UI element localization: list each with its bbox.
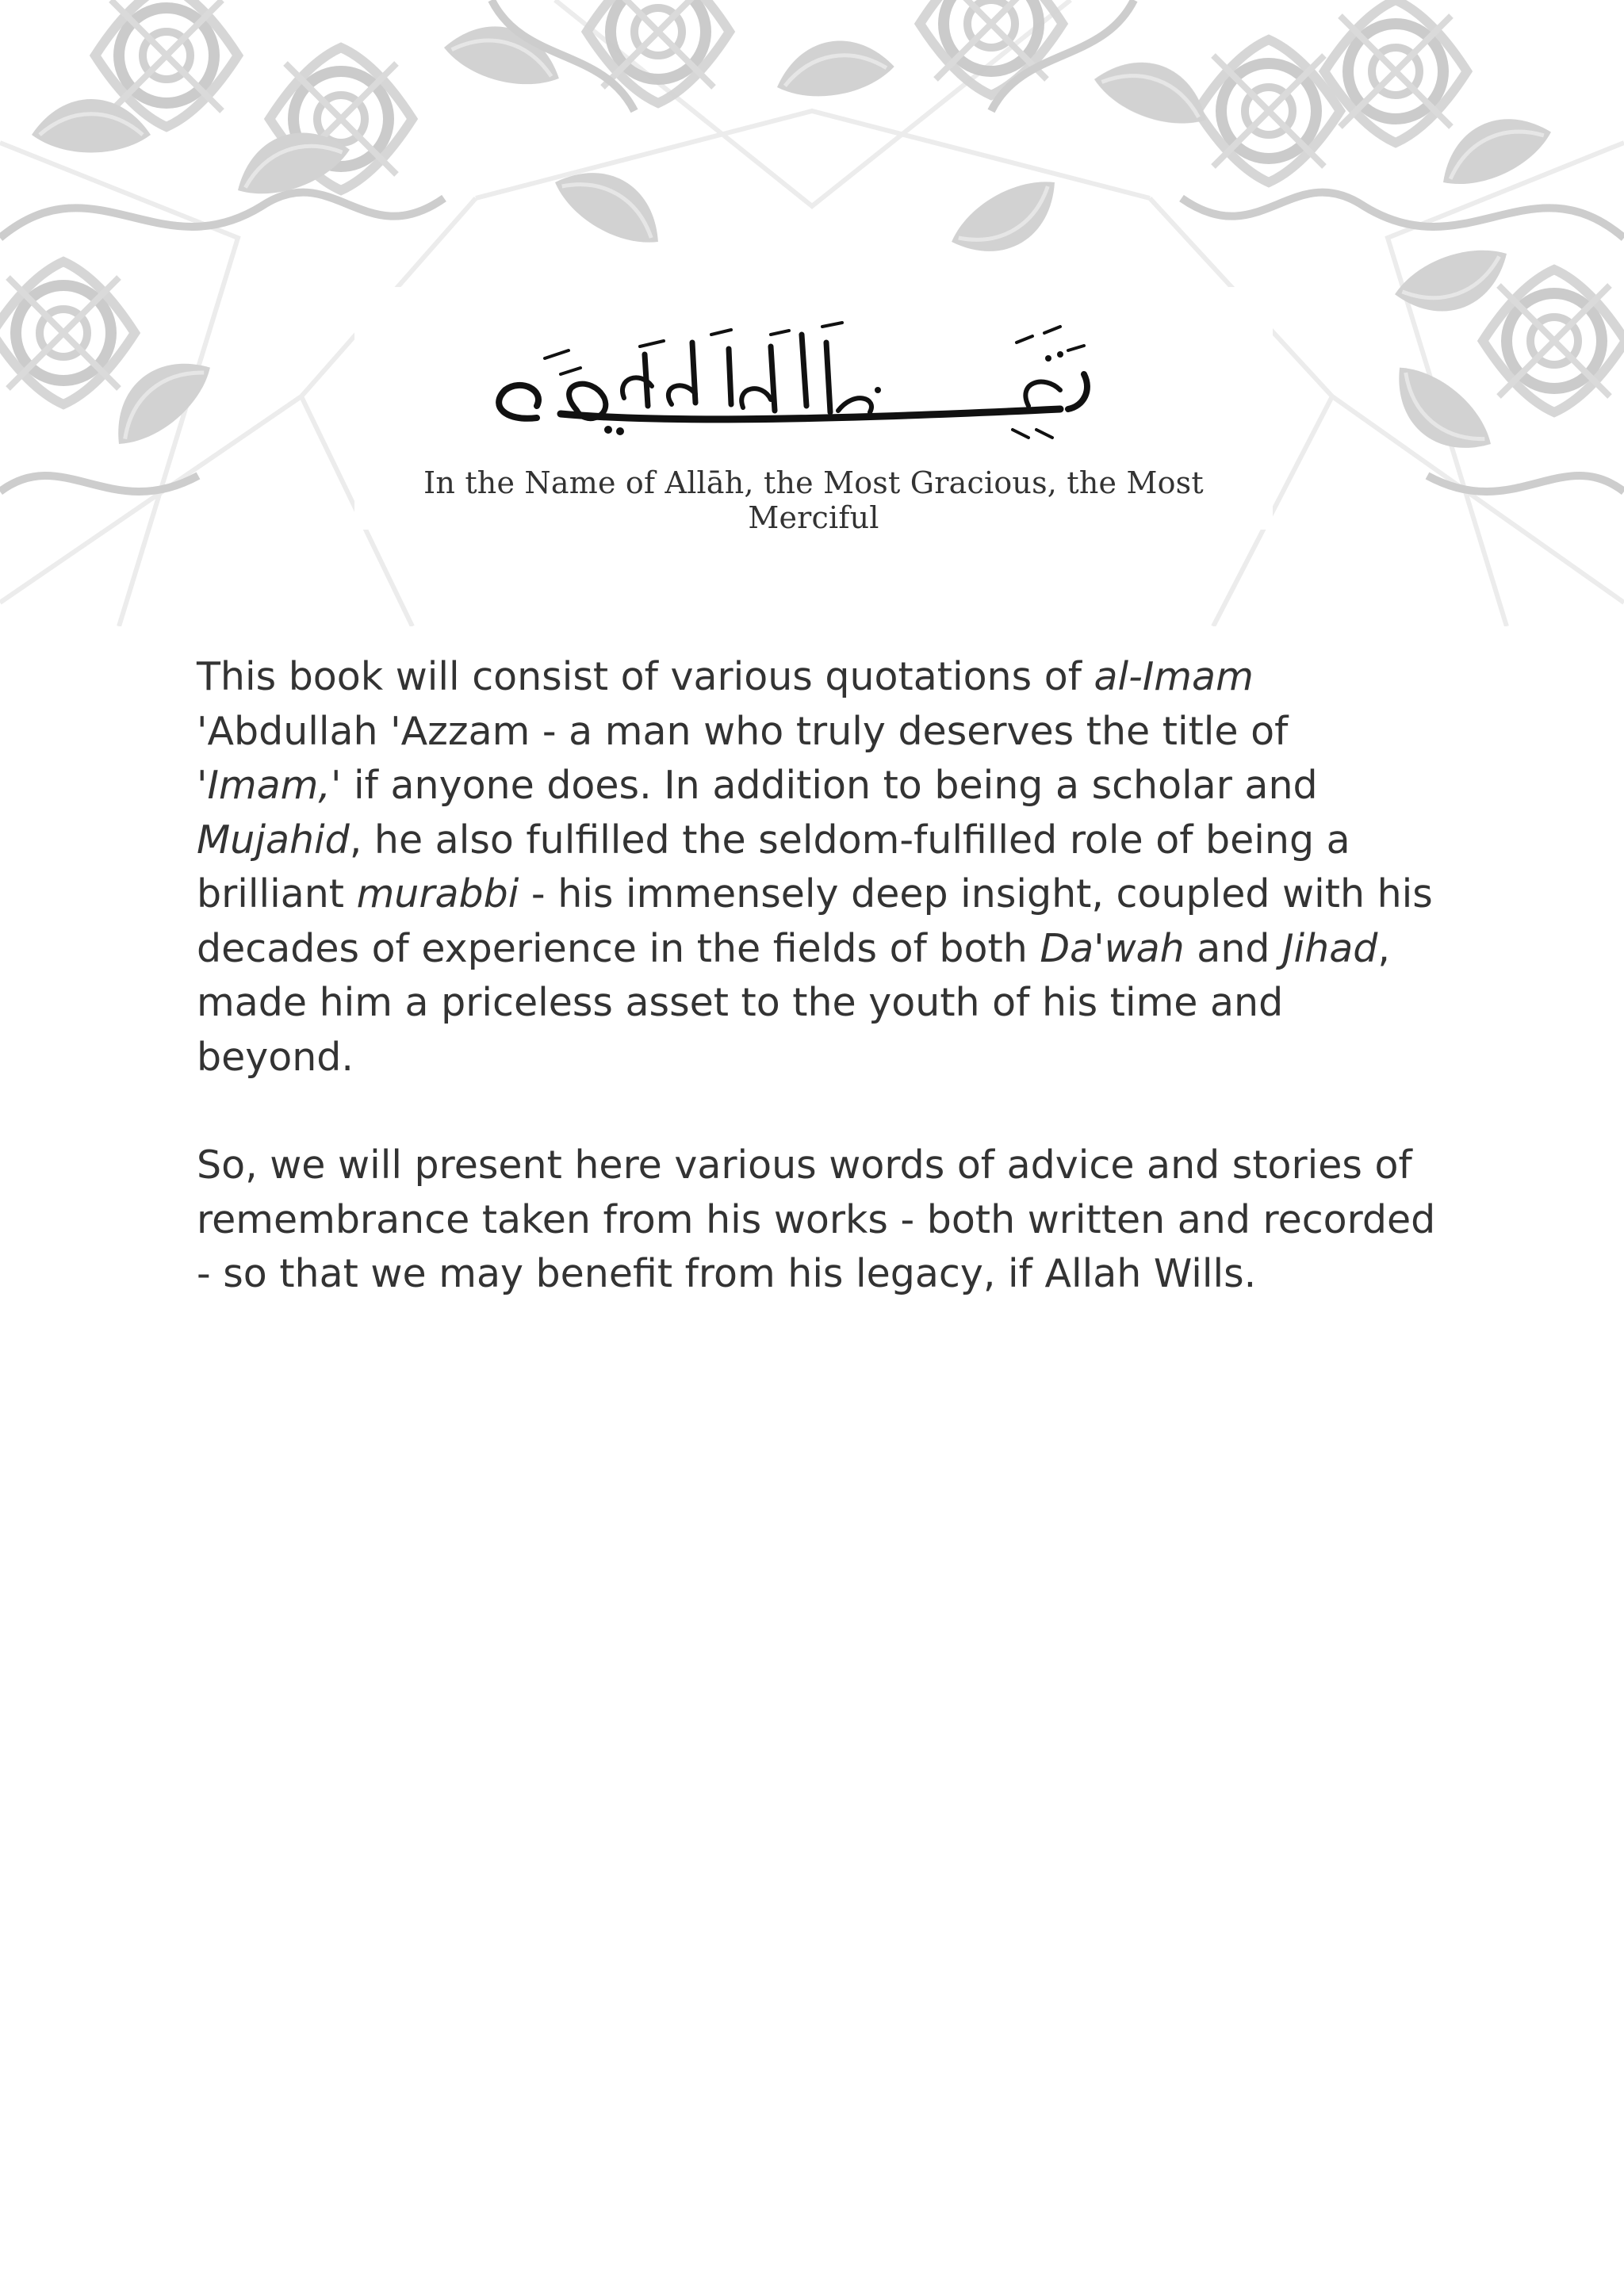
text-run: 'Abdullah 'Azzam - a man who truly deserves the title of bbox=[197, 708, 1289, 754]
basmala-translation: In the Name of Allāh, the Most Gracious, the Most Merciful bbox=[423, 465, 1204, 535]
text-run: , made him a priceless asset to the youth of his time and beyond. bbox=[197, 925, 1390, 1080]
italic-term: murabbi bbox=[356, 871, 519, 916]
text-run: This book will consist of various quotations of bbox=[197, 654, 1094, 699]
italic-term: 'Imam,' bbox=[197, 763, 342, 808]
text-run: if anyone does. In addition to being a scholar and bbox=[341, 763, 1318, 808]
basmala-block bbox=[354, 287, 1273, 535]
italic-term: al-Imam bbox=[1094, 654, 1254, 699]
italic-term: Jihad bbox=[1282, 925, 1378, 971]
text-run: , he also fulfilled the seldom-fulfilled role of being a brilliant bbox=[197, 817, 1350, 916]
intro-paragraph-1 bbox=[197, 650, 1442, 1085]
italic-term: Mujahid bbox=[197, 817, 350, 863]
text-run: - his immensely deep insight, coupled with his decades of experience in the fields of both bbox=[197, 871, 1433, 971]
basmala-calligraphy bbox=[458, 311, 1171, 453]
italic-term: Da'wah bbox=[1040, 925, 1185, 971]
intro-paragraph-2: So, we will present here various words of advice and stories of remembrance taken from his works - both written and recorded - so that we may benefit from his legacy, if Allah Wills. bbox=[197, 1142, 1436, 1296]
text-run: and bbox=[1184, 925, 1283, 971]
intro-text bbox=[197, 650, 1442, 1302]
